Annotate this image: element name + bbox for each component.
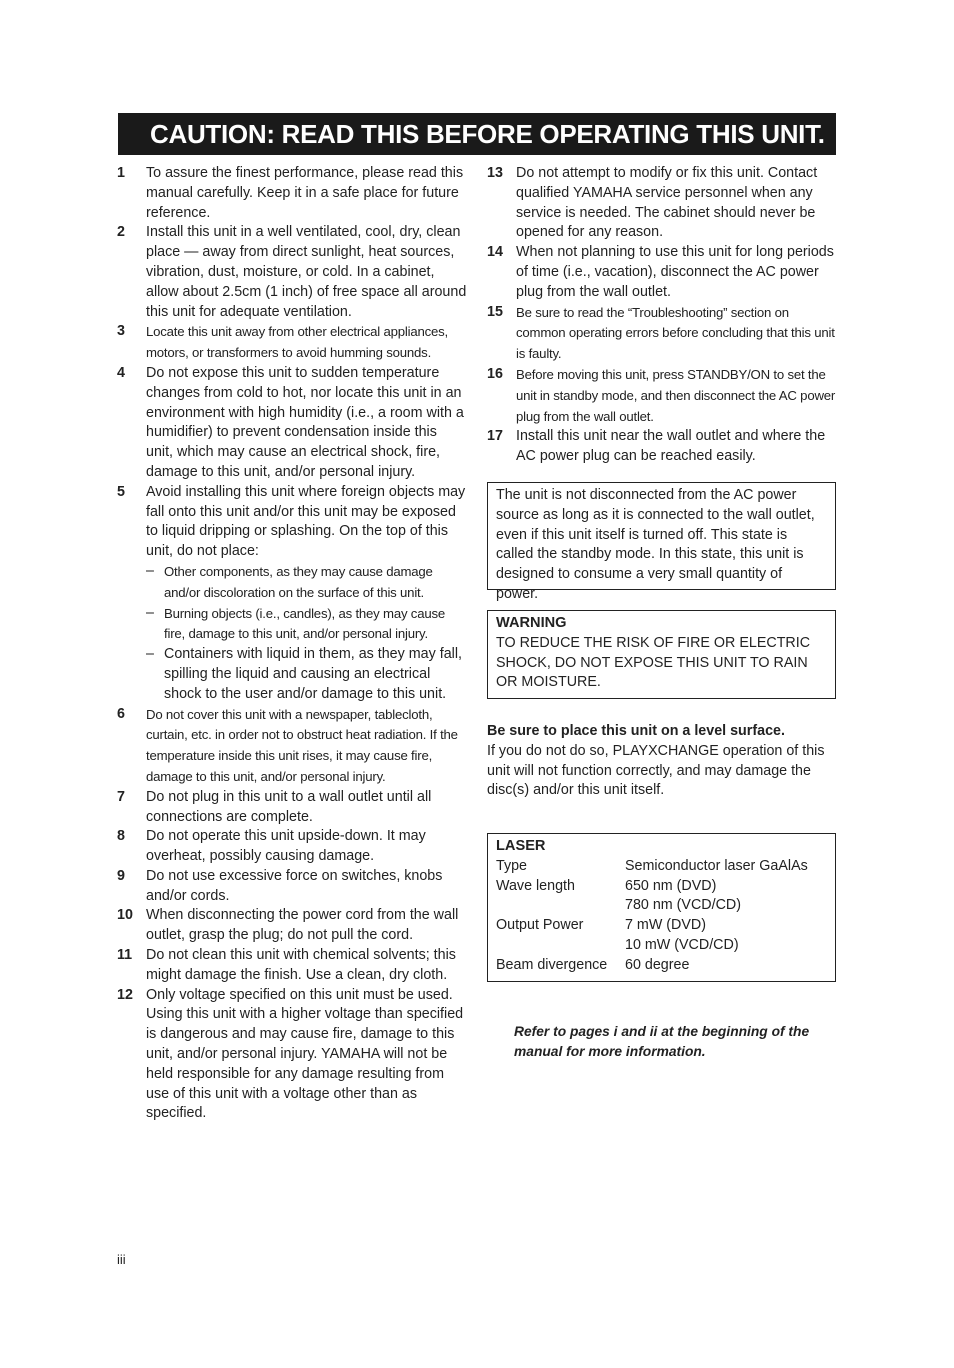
caution-list-right [487, 164, 837, 467]
item-number: 12 [117, 986, 133, 1003]
table-row [496, 916, 808, 936]
item-number: 4 [117, 364, 125, 381]
list-item [117, 827, 467, 867]
item-text: Install this unit in a well ventilated, cool, dry, clean place — away from direct sunlight, heat sources, vibration, dust, moisture, or cold. In a cabinet, allow about 2.5cm (1 inch) of free space all around this unit for adequate ventilation. [146, 224, 467, 320]
spec-value: 780 nm (VCD/CD) [625, 897, 741, 914]
sub-item [146, 645, 467, 704]
sub-item [146, 604, 467, 646]
list-item [117, 223, 467, 322]
item-number: 1 [117, 165, 125, 181]
page-title: CAUTION: READ THIS BEFORE OPERATING THIS UNIT. [150, 119, 825, 149]
list-item [117, 705, 467, 788]
table-row [496, 956, 808, 976]
item-text: To assure the finest performance, please read this manual carefully. Keep it in a safe place for future reference. [146, 165, 464, 221]
item-number: 2 [117, 224, 125, 241]
dash-marker: – [146, 562, 154, 579]
table-row [496, 936, 808, 956]
item-number: 11 [117, 947, 133, 964]
warning-box [487, 610, 836, 699]
dash-marker: – [146, 604, 154, 621]
item-text: Install this unit near the wall outlet and where the AC power plug can be reached easily. [516, 428, 826, 465]
list-item [117, 867, 467, 907]
level-surface-text: If you do not do so, PLAYXCHANGE operation of this unit will not function correctly, and may damage the disc(s) and/or this unit itself. [487, 742, 825, 799]
item-number: 15 [487, 303, 503, 320]
list-item [117, 483, 467, 705]
standby-note-box [487, 482, 836, 602]
level-surface-heading: Be sure to place this unit on a level surface. [487, 723, 785, 739]
item-number: 17 [487, 428, 503, 445]
standby-note-text: The unit is not disconnected from the AC power source as long as it is connected to the wall outlet, even if this unit itself is turned off. This state is called the standby mode. In this state, this unit is designed to consume a very small quantity of power. [496, 487, 815, 602]
spec-value: 10 mW (VCD/CD) [625, 936, 739, 953]
item-number: 16 [487, 365, 503, 382]
sub-item-text: Burning objects (i.e., candles), as they may cause fire, damage to this unit, and/or personal injury. [164, 605, 446, 642]
sub-item-text: Other components, as they may cause damage and/or discoloration on the surface of this unit. [164, 563, 433, 600]
spec-label [496, 896, 625, 916]
list-item [117, 788, 467, 828]
spec-value: 7 mW (DVD) [625, 917, 707, 934]
item-text: Do not use excessive force on switches, knobs and/or cords. [146, 867, 443, 904]
item-number: 5 [117, 483, 125, 500]
list-item [117, 946, 467, 986]
list-item [117, 364, 467, 483]
item-number: 10 [117, 907, 133, 924]
item-text: Do not expose this unit to sudden temperature changes from cold to hot, nor locate this unit in an environment with high humidity (i.e., a room with a humidifier) to prevent condensation inside this unit, which may cause an electrical shock, fire, damage to this unit, and/or personal injury. [146, 364, 464, 480]
item-number: 13 [487, 165, 503, 181]
item-text: Locate this unit away from other electrical appliances, motors, or transformers to avoid humming sounds. [146, 324, 448, 361]
item-text: Do not attempt to modify or fix this unit. Contact qualified YAMAHA service personnel when any service is needed. The cabinet should never be opened for any reason. [516, 165, 818, 241]
item-text: Avoid installing this unit where foreign objects may fall onto this unit and/or this unit may be exposed to liquid dripping or splashing. On the top of this unit, do not place: [146, 483, 466, 560]
item-text: Be sure to read the “Troubleshooting” section on common operating errors before concluding that this unit is faulty. [516, 304, 835, 362]
warning-title: WARNING [496, 615, 567, 631]
list-item [117, 164, 467, 223]
spec-value: Semiconductor laser GaAlAs [625, 857, 808, 874]
item-number: 3 [117, 323, 125, 340]
spec-value: 60 degree [625, 956, 690, 973]
list-item [487, 164, 837, 243]
list-item [487, 427, 837, 467]
item-text: Before moving this unit, press STANDBY/ON to set the unit in standby mode, and then disconnect the AC power plug from the wall outlet. [516, 366, 836, 424]
laser-spec-box [487, 833, 836, 982]
table-row [496, 857, 808, 877]
item-text: When disconnecting the power cord from the wall outlet, grasp the plug; do not pull the cord. [146, 907, 459, 944]
laser-title: LASER [496, 838, 546, 854]
level-surface-note [487, 722, 837, 801]
item-number: 9 [117, 867, 125, 884]
item-number: 14 [487, 244, 503, 261]
item-text: Only voltage specified on this unit must be used. Using this unit with a higher voltage than specified is dangerous and may cause fire, damage to this unit, and/or personal injury. YAMAHA will not be held responsible for any damage resulting from use of this unit with a voltage other than as specified. [146, 986, 464, 1122]
list-item [487, 365, 837, 427]
item-text: When not planning to use this unit for long periods of time (i.e., vacation), disconnect the AC power plug from the wall outlet. [516, 244, 834, 300]
table-row [496, 896, 808, 916]
list-item [117, 322, 467, 364]
list-item [487, 243, 837, 302]
list-item [117, 986, 467, 1125]
sub-item [146, 562, 467, 604]
warning-text: TO REDUCE THE RISK OF FIRE OR ELECTRIC SHOCK, DO NOT EXPOSE THIS UNIT TO RAIN OR MOISTURE. [496, 634, 811, 691]
spec-label: Beam divergence [496, 956, 608, 973]
item-text: Do not cover this unit with a newspaper, tablecloth, curtain, etc. in order not to obstruct heat radiation. If the temperature inside this unit rises, it may cause fire, damage to this unit, and/or personal injury. [146, 706, 458, 784]
item-text: Do not operate this unit upside-down. It may overheat, possibly causing damage. [146, 828, 426, 865]
page-title-banner [118, 113, 836, 155]
table-row [496, 877, 808, 897]
list-item [487, 303, 837, 365]
page-number: iii [117, 1252, 126, 1267]
spec-value: 650 nm (DVD) [625, 877, 717, 894]
item-text: Do not plug in this unit to a wall outlet until all connections are complete. [146, 788, 432, 825]
item-number: 6 [117, 705, 125, 722]
spec-label [496, 936, 625, 956]
spec-label: Output Power [496, 917, 584, 934]
laser-spec-table [496, 857, 808, 976]
dash-marker: – [146, 646, 154, 663]
item-number: 8 [117, 828, 125, 845]
spec-label: Wave length [496, 877, 575, 894]
item-number: 7 [117, 788, 125, 805]
refer-note: Refer to pages i and ii at the beginning of the manual for more information. [514, 1024, 810, 1059]
spec-label: Type [496, 857, 527, 874]
item-text: Do not clean this unit with chemical solvents; this might damage the finish. Use a clean, dry cloth. [146, 947, 456, 983]
sub-item-text: Containers with liquid in them, as they may fall, spilling the liquid and causing an electrical shock to the user and/or damage to this unit. [164, 646, 462, 702]
list-item [117, 906, 467, 946]
caution-list-left [117, 164, 467, 1124]
